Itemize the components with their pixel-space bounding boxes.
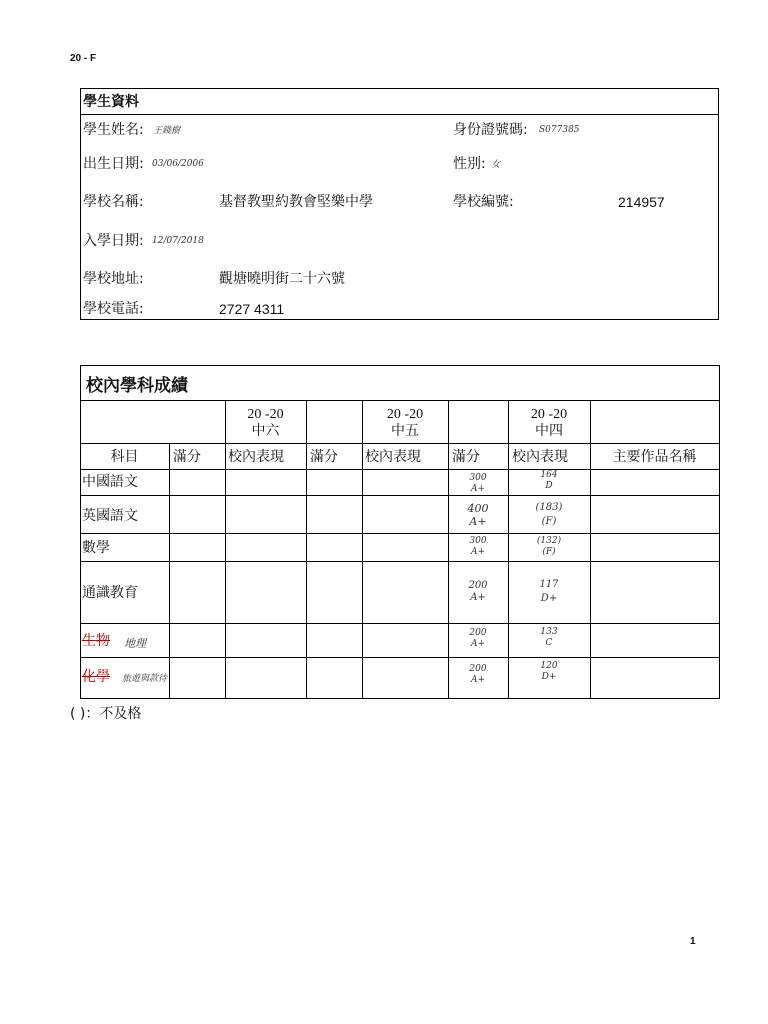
chemistry-full: 200 A+ bbox=[469, 664, 487, 685]
name-value: 王錢樹 bbox=[153, 126, 181, 136]
year-header-f5: 20 -20 中五 bbox=[386, 407, 424, 439]
col-work: 主要作品名稱 bbox=[612, 449, 697, 465]
math-perf: (132) (F) bbox=[536, 536, 562, 557]
subject-tourism-handwritten: 旅遊與款待 bbox=[122, 674, 168, 684]
year-header-f4: 20 -20 中四 bbox=[530, 407, 568, 439]
dob-value: 03/06/2006 bbox=[152, 159, 204, 169]
id-value: S077385 bbox=[539, 125, 580, 135]
school-name-value: 基督教聖約教會堅樂中學 bbox=[219, 194, 373, 210]
english-full: 400 A+ bbox=[467, 502, 489, 528]
col-perf-f6: 校內表現 bbox=[228, 449, 284, 465]
address-label: 學校地址: bbox=[83, 271, 144, 287]
student-info-section bbox=[80, 88, 719, 320]
admission-label: 入學日期: bbox=[83, 233, 144, 249]
subject-geography-handwritten: 地理 bbox=[124, 637, 146, 650]
name-label: 學生姓名: bbox=[83, 122, 144, 138]
subject-biology: 生物 bbox=[82, 633, 110, 649]
biology-perf: 133 C bbox=[540, 627, 558, 648]
school-code-label: 學校編號: bbox=[453, 194, 514, 210]
id-label: 身份證號碼: bbox=[453, 122, 528, 138]
liberal-full: 200 A+ bbox=[468, 580, 488, 603]
address-value: 觀塘曉明街二十六號 bbox=[219, 271, 345, 287]
school-code-value: 214957 bbox=[618, 194, 665, 210]
page-number: 1 bbox=[690, 936, 696, 947]
grades-title: 校內學科成績 bbox=[86, 376, 188, 396]
subject-english: 英國語文 bbox=[82, 508, 138, 524]
col-subject: 科目 bbox=[110, 449, 139, 465]
col-full-f5: 滿分 bbox=[310, 449, 338, 465]
sex-label: 性別: bbox=[453, 156, 486, 172]
col-full-f4: 滿分 bbox=[452, 449, 480, 465]
subject-chinese: 中國語文 bbox=[82, 474, 138, 490]
form-code: 20 - F bbox=[70, 53, 97, 64]
subject-math: 數學 bbox=[82, 540, 110, 556]
phone-label: 學校電話: bbox=[83, 301, 144, 317]
fail-legend: ( )：不及格 bbox=[70, 706, 142, 722]
chinese-full: 300 A+ bbox=[469, 473, 487, 494]
year-header-f6: 20 -20 中六 bbox=[247, 407, 284, 439]
sex-value: 女 bbox=[491, 160, 501, 170]
chinese-perf: 164 D bbox=[540, 470, 558, 491]
admission-value: 12/07/2018 bbox=[152, 236, 204, 246]
dob-label: 出生日期: bbox=[83, 156, 144, 172]
subject-liberal-studies: 通識教育 bbox=[82, 585, 138, 601]
phone-value: 2727 4311 bbox=[219, 301, 285, 317]
math-full: 300 A+ bbox=[469, 536, 487, 557]
col-full-f6: 滿分 bbox=[173, 449, 201, 465]
chemistry-perf: 120 D+ bbox=[540, 661, 558, 682]
grades-table bbox=[80, 365, 720, 699]
school-name-label: 學校名稱: bbox=[83, 194, 144, 210]
biology-full: 200 A+ bbox=[469, 628, 487, 649]
col-perf-f4: 校內表現 bbox=[512, 449, 568, 465]
liberal-perf: 117 D+ bbox=[539, 579, 559, 604]
student-info-title: 學生資料 bbox=[81, 89, 718, 115]
english-perf: (183) (F) bbox=[535, 502, 563, 527]
col-perf-f5: 校內表現 bbox=[365, 449, 421, 465]
subject-chemistry: 化學 bbox=[82, 669, 110, 685]
